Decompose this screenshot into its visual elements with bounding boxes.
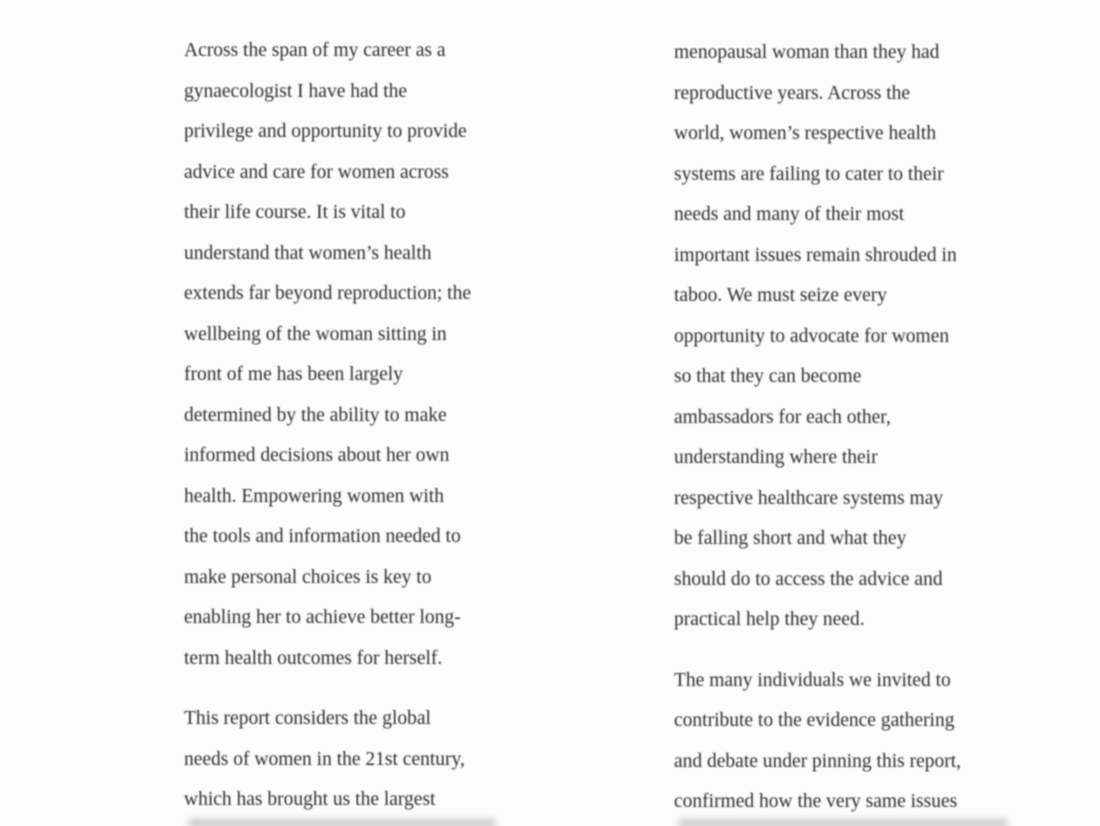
text-line: advice and care for women across: [184, 161, 449, 183]
paragraph: [674, 661, 1034, 823]
text-line: The many individuals we invited to: [674, 669, 951, 691]
text-line: ambassadors for each other,: [674, 406, 891, 428]
text-column-right: [674, 33, 1034, 823]
text-line: the tools and information needed to: [184, 526, 461, 547]
text-line: menopausal woman than they had: [674, 42, 940, 63]
text-line: world, women’s respective health: [674, 123, 937, 144]
text-line: understand that women’s health: [184, 242, 432, 264]
text-line: privilege and opportunity to provide: [184, 121, 467, 142]
text-line: This report considers the global: [184, 708, 431, 729]
text-line: reproductive years. Across the: [674, 82, 911, 104]
text-line: which has brought us the largest: [184, 789, 436, 810]
text-line: be falling short and what they: [674, 528, 907, 549]
paragraph: [184, 699, 544, 821]
text-line: gynaecologist I have had the: [184, 80, 408, 102]
text-line: and debate under pinning this report,: [674, 750, 962, 772]
text-line: taboo. We must seize every: [674, 285, 888, 306]
cutoff-line-hint: [188, 819, 496, 826]
text-line: front of me has been largely: [184, 364, 403, 385]
text-line: informed decisions about her own: [184, 445, 450, 466]
text-line: determined by the ability to make: [184, 404, 447, 426]
paragraph: [674, 33, 1034, 641]
paragraph: [184, 31, 544, 679]
text-line: needs and many of their most: [674, 204, 905, 225]
text-line: understanding where their: [674, 447, 878, 468]
text-line: term health outcomes for herself.: [184, 647, 443, 669]
text-column-left: [184, 31, 544, 821]
text-line: practical help they need.: [674, 609, 865, 630]
text-line: wellbeing of the woman sitting in: [184, 323, 447, 345]
text-line: so that they can become: [674, 366, 862, 387]
cutoff-line-hint: [678, 819, 1008, 826]
text-line: respective healthcare systems may: [674, 487, 944, 509]
text-line: health. Empowering women with: [184, 485, 444, 507]
text-line: should do to access the advice and: [674, 568, 943, 590]
text-line: make personal choices is key to: [184, 566, 432, 588]
text-line: extends far beyond reproduction; the: [184, 283, 471, 304]
text-line: their life course. It is vital to: [184, 202, 406, 223]
text-line: contribute to the evidence gathering: [674, 710, 955, 731]
text-line: systems are failing to cater to their: [674, 163, 944, 185]
text-line: Across the span of my career as a: [184, 40, 446, 61]
text-line: important issues remain shrouded in: [674, 244, 957, 266]
text-line: needs of women in the 21st century,: [184, 748, 465, 770]
text-line: enabling her to achieve better long-: [184, 607, 461, 628]
text-line: confirmed how the very same issues: [674, 791, 958, 812]
text-line: opportunity to advocate for women: [674, 325, 950, 347]
